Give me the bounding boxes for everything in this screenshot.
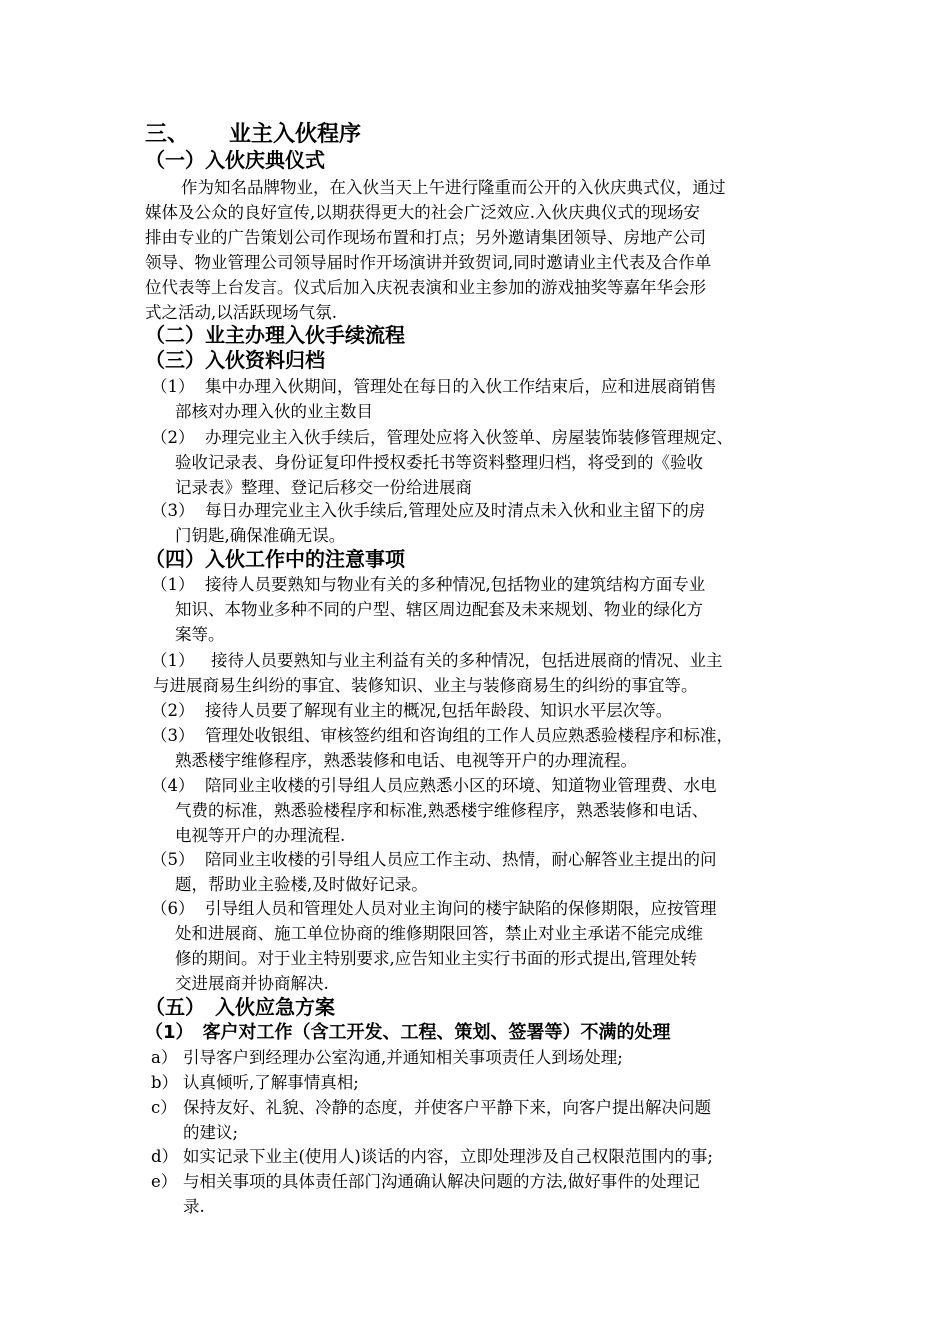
item-line: 保持友好、礼貌、冷静的态度，并使客户平静下来，向客户提出解决问题 — [183, 1098, 711, 1117]
item-line: 接待人员要熟知与业主利益有关的多种情况，包括进展商的情况、业主 — [211, 651, 723, 670]
item-line: 处和进展商、施工单位协商的维修期限回答，禁止对业主承诺不能完成维 — [175, 924, 703, 943]
item-number: （1） — [151, 651, 195, 670]
item-line: 引导客户到经理办公室沟通,并通知相关事项责任人到场处理; — [183, 1048, 623, 1067]
item-line: 接待人员要熟知与物业有关的多种情况,包括物业的建筑结构方面专业 — [205, 575, 706, 594]
item-line: 案等。 — [175, 625, 225, 644]
item-line: 电视等开户的办理流程. — [175, 826, 346, 845]
sub3-title: （三）入伙资料归档 — [145, 348, 325, 372]
item-number: （2） — [151, 428, 195, 447]
item-line: 引导组人员和管理处人员对业主询问的楼宇缺陷的保修期限，应按管理 — [205, 899, 717, 918]
item-line: 接待人员要了解现有业主的概况,包括年龄段、知识水平层次等。 — [205, 701, 673, 720]
item-number: （3） — [151, 501, 195, 520]
item-line: 知识、本物业多种不同的户型、辖区周边配套及未来规划、物业的绿化方 — [175, 600, 703, 619]
item-letter: d） — [151, 1147, 179, 1166]
sub4-title: （四）入伙工作中的注意事项 — [145, 547, 405, 571]
item-line: 熟悉楼宇维修程序，熟悉装修和电话、电视等开户的办理流程。 — [175, 751, 637, 770]
item-letter: a） — [151, 1048, 178, 1067]
item-number: （2） — [151, 701, 195, 720]
item-number: （5） — [151, 850, 195, 869]
item-line: 管理处收银组、审核签约组和咨询组的工作人员应熟悉验楼程序和标准， — [205, 726, 733, 745]
item-number: （1） — [151, 377, 195, 396]
item-line: 气费的标准，熟悉验楼程序和标准,熟悉楼宇维修程序，熟悉装修和电话、 — [175, 801, 709, 820]
item-line: 陪同业主收楼的引导组人员应熟悉小区的环境、知道物业管理费、水电 — [205, 776, 717, 795]
item-line: 每日办理完业主入伙手续后,管理处应及时清点未入伙和业主留下的房 — [205, 501, 706, 520]
item-line: 陪同业主收楼的引导组人员应工作主动、热情，耐心解答业主提出的问 — [205, 850, 717, 869]
item-letter: c） — [151, 1098, 177, 1117]
item-line: 交进展商并协商解决. — [175, 974, 329, 993]
item-line: 如实记录下业主(使用人)谈话的内容，立即处理涉及自己权限范围内的事; — [183, 1147, 713, 1166]
item-line: 与相关事项的具体责任部门沟通确认解决问题的方法,做好事件的处理记 — [183, 1172, 700, 1191]
item-line: 的建议; — [183, 1123, 239, 1142]
item-line: 修的期间。对于业主特别要求,应告知业主实行书面的形式提出,管理处转 — [175, 949, 697, 968]
paragraph-line: 式之活动,以活跃现场气氛. — [145, 303, 337, 322]
paragraph-line: 排由专业的广告策划公司作现场布置和打点；另外邀请集团领导、房地产公司 — [145, 228, 706, 247]
item-number: （1） — [151, 575, 195, 594]
item-letter: e） — [151, 1172, 178, 1191]
item-line: 与进展商易生纠纷的事宜、装修知识、业主与装修商易生的纠纷的事宜等。 — [153, 676, 698, 695]
item-line: 办理完业主入伙手续后，管理处应将入伙签单、房屋装饰装修管理规定、 — [205, 428, 733, 447]
item-number: （3） — [151, 726, 195, 745]
item-line: 认真倾听,了解事情真相; — [183, 1073, 359, 1092]
item-number: （6） — [151, 899, 195, 918]
item-number: （4） — [151, 776, 195, 795]
item-letter: b） — [151, 1073, 179, 1092]
item-line: 录. — [183, 1197, 205, 1216]
sub1-paragraph — [145, 175, 810, 325]
item-line: 记录表》整理、登记后移交一份给进展商 — [175, 478, 472, 497]
sub5-title: （五） 入伙应急方案 — [145, 995, 335, 1019]
paragraph-line: 媒体及公众的良好宣传,以期获得更大的社会广泛效应.入伙庆典仪式的现场安 — [145, 203, 700, 222]
paragraph-line: 位代表等上台发言。仪式后加入庆祝表演和业主参加的游戏抽奖等嘉年华会形 — [145, 278, 706, 297]
sub5-case1-title: （1） 客户对工作（含工开发、工程、策划、签署等）不满的处理 — [145, 1022, 671, 1043]
item-line: 集中办理入伙期间，管理处在每日的入伙工作结束后，应和进展商销售 — [205, 377, 717, 396]
paragraph-line: 作为知名品牌物业，在入伙当天上午进行隆重而公开的入伙庆典式仪，通过 — [181, 178, 726, 197]
paragraph-line: 领导、物业管理公司领导届时作开场演讲并致贺词,同时邀请业主代表及合作单 — [145, 253, 712, 272]
sub2-title: （二）业主办理入伙手续流程 — [145, 323, 405, 347]
sub1-title: （一）入伙庆典仪式 — [145, 148, 325, 172]
section-heading — [145, 122, 361, 147]
item-line: 部核对办理入伙的业主数目 — [175, 402, 373, 421]
section-title: 业主入伙程序 — [229, 122, 362, 147]
item-line: 验收记录表、身份证复印件授权委托书等资料整理归档，将受到的《验收 — [175, 453, 703, 472]
section-number: 三、 — [145, 122, 190, 147]
item-line: 门钥匙,确保准确无误。 — [175, 526, 346, 545]
item-line: 题，帮助业主验楼,及时做好记录。 — [175, 875, 428, 894]
